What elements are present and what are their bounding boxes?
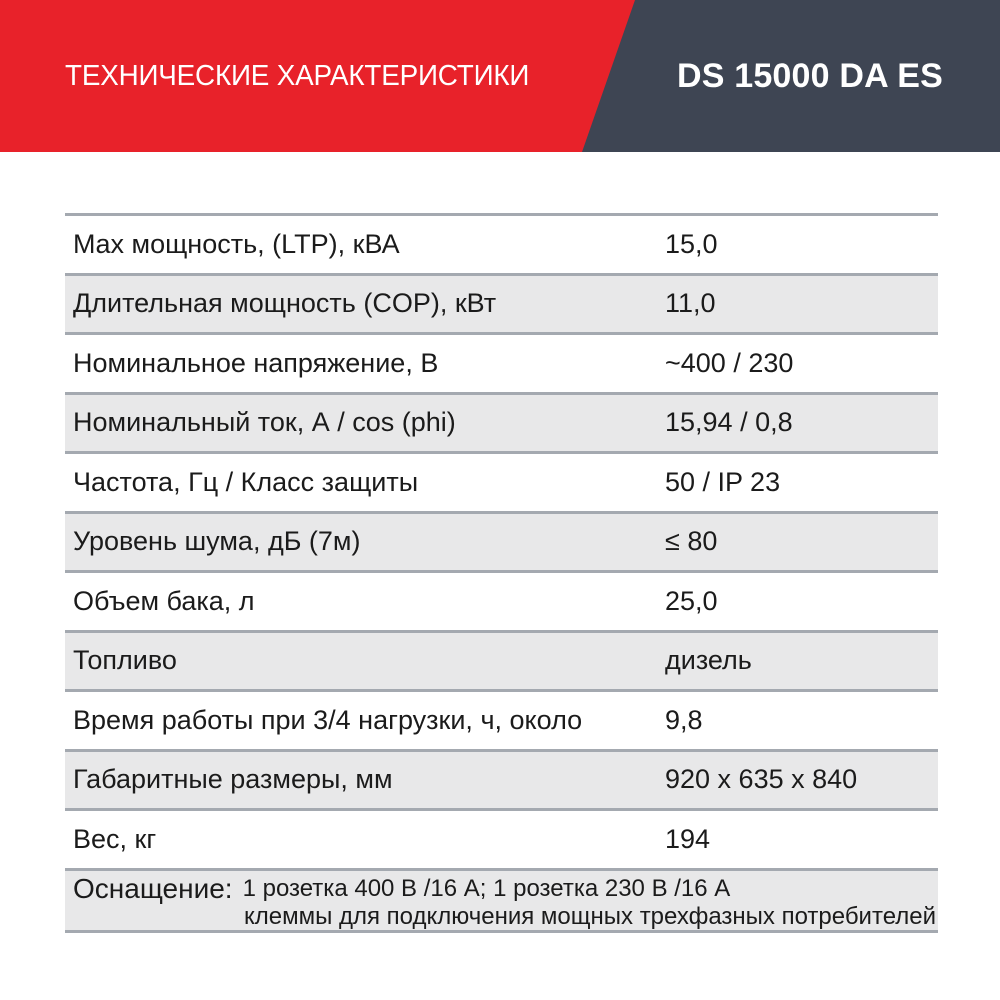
table-row bbox=[65, 811, 938, 871]
spec-value: 9,8 bbox=[665, 704, 703, 735]
product-model-title: DS 15000 DA ES bbox=[676, 56, 944, 95]
spec-value: ≤ 80 bbox=[665, 526, 718, 557]
table-row bbox=[65, 454, 938, 514]
spec-label: Время работы при 3/4 нагрузки, ч, около bbox=[73, 704, 583, 735]
equipment-value-line1: 1 розетка 400 В /16 А; 1 розетка 230 В /16 А bbox=[242, 874, 731, 902]
table-row bbox=[65, 216, 938, 276]
page-title: ТЕХНИЧЕСКИЕ ХАРАКТЕРИСТИКИ bbox=[65, 59, 530, 92]
table-row bbox=[65, 514, 938, 574]
spec-label: Номинальное напряжение, В bbox=[73, 347, 439, 378]
table-row-equipment bbox=[65, 871, 938, 933]
table-row bbox=[65, 692, 938, 752]
spec-value: 15,0 bbox=[665, 228, 718, 259]
spec-value: 920 x 635 x 840 bbox=[665, 764, 858, 795]
spec-label: Уровень шума, дБ (7м) bbox=[73, 526, 361, 557]
spec-value: дизель bbox=[665, 645, 752, 676]
spec-table bbox=[65, 213, 938, 933]
table-row bbox=[65, 395, 938, 455]
header-band bbox=[0, 0, 1000, 152]
spec-value: 194 bbox=[665, 823, 711, 854]
spec-value: 11,0 bbox=[665, 288, 716, 319]
spec-rows-container bbox=[65, 216, 938, 871]
spec-label: Вес, кг bbox=[73, 823, 157, 854]
table-row bbox=[65, 633, 938, 693]
spec-label: Топливо bbox=[73, 645, 177, 676]
table-row bbox=[65, 276, 938, 336]
spec-label: Max мощность, (LTP), кВА bbox=[73, 228, 400, 259]
equipment-value-line2: клеммы для подключения мощных трехфазных потребителей bbox=[243, 902, 936, 930]
spec-value: ~400 / 230 bbox=[665, 347, 794, 378]
spec-label: Габаритные размеры, мм bbox=[73, 764, 393, 795]
spec-label: Длительная мощность (COP), кВт bbox=[73, 288, 497, 319]
spec-label: Оснащение: bbox=[73, 872, 233, 904]
table-row bbox=[65, 573, 938, 633]
table-row bbox=[65, 335, 938, 395]
spec-value: 50 / IP 23 bbox=[665, 466, 781, 497]
spec-label: Частота, Гц / Класс защиты bbox=[73, 466, 419, 497]
spec-value bbox=[243, 874, 938, 930]
spec-value: 15,94 / 0,8 bbox=[665, 407, 793, 438]
spec-label: Номинальный ток, А / cos (phi) bbox=[73, 407, 456, 438]
spec-label: Объем бака, л bbox=[73, 585, 255, 616]
table-row bbox=[65, 752, 938, 812]
spec-value: 25,0 bbox=[665, 585, 718, 616]
